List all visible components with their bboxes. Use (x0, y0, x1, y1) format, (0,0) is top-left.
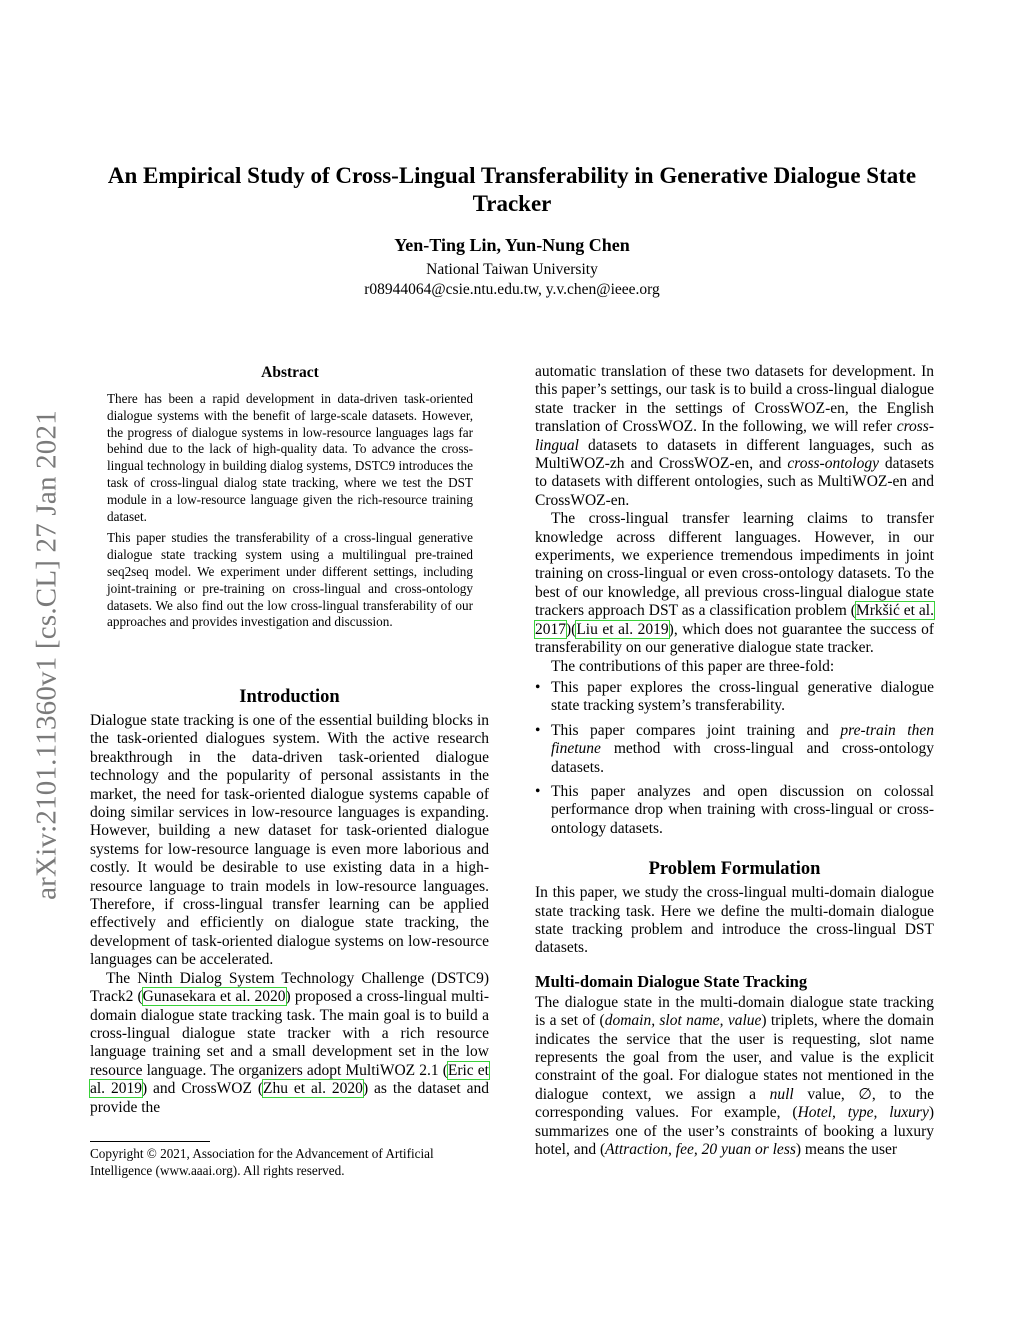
footnote-divider (90, 1141, 210, 1142)
introduction-paragraph-1: Dialogue state tracking is one of the essential building blocks in the task-oriented dialogues system. With the active research breakthrough in the data-driven task-oriented dialogue technology and the popularity of personal assistants in the market, the need for task-oriented dialogue systems capable of doing similar services in low-resource languages is expanding. However, building a new dataset for task-oriented dialogue systems for low-resource language is even more laborious and costly. It would be desirable to use existing data in a high-resource language to train models in low-resource languages. Therefore, if cross-lingual transfer learning can be applied effectively and efficiently on dialogue state tracking, the development of task-oriented dialogue systems on low-resource languages can be accelerated. (90, 712, 489, 969)
emphasis-hotel-example: Hotel, type, luxury (797, 1104, 929, 1122)
abstract-heading: Abstract (261, 364, 319, 381)
text-span: ) proposed a cross-lingual multi-domain dialogue state tracking task. The main goal is to build a cross-lingual dialogue state tracker with a rich resource language training set and a small development set in the low resource language. The organizers adopt MultiWOZ 2.1 ( (90, 988, 489, 1079)
right-column (535, 363, 934, 1159)
affiliation: National Taiwan University (426, 261, 598, 278)
citation-link-eric[interactable]: Eric et al. 2019 (90, 1061, 489, 1098)
introduction-paragraph-2 (90, 970, 489, 1117)
citation-link-liu[interactable]: Liu et al. 2019 (576, 620, 669, 638)
citation-link-zhu[interactable]: Zhu et al. 2020 (263, 1080, 363, 1098)
copyright-footnote (90, 1141, 489, 1179)
abstract-paragraph-1: There has been a rapid development in data-driven task-oriented dialogue systems with the benefit of large-scale datasets. However, the progress of dialogue systems in low-resource languages lags far behind due to the lack of high-quality data. To advance the cross-lingual technology in building dialog systems, DSTC9 introduces the task of cross-lingual dialog state tracking, where we test the DST module in a low-resource language given the rich-resource training dataset. (107, 391, 473, 524)
left-column (90, 686, 489, 1117)
text-span: ), which does not guarantee the success of transferability on our generative dialogue state tracker. (535, 620, 934, 657)
emphasis-attraction-example: Attraction, fee, 20 yuan or less (605, 1141, 796, 1159)
right-paragraph-2 (535, 510, 934, 657)
title-line-2: Tracker (472, 191, 552, 216)
multi-domain-dst-subheading: Multi-domain Dialogue State Tracking (535, 971, 808, 991)
arxiv-identifier: arXiv:2101.11360v1 [cs.CL] 27 Jan 2021 (30, 410, 63, 900)
emphasis-pretrain-finetune: pre-train then finetune (551, 721, 934, 758)
abstract-paragraph-2: This paper studies the transferability of a cross-lingual generative dialogue state tracking system using a multilingual pre-trained seq2seq model. We experiment under different settings, including joint-training or pre-training on cross-lingual and cross-ontology datasets. We also find out the low cross-lingual transferability of our approaches and provides investigation and discussion. (107, 530, 473, 630)
text-span: ) summarizes one of the user’s constraints of booking a luxury hotel, and ( (535, 1104, 935, 1159)
copyright-line-1: Copyright © 2021, Association for the Advancement of Artificial (90, 1146, 434, 1161)
introduction-heading: Introduction (239, 687, 340, 707)
problem-formulation-heading: Problem Formulation (648, 859, 821, 880)
paper-title (90, 162, 934, 218)
text-span: value, ∅, to the corresponding values. For example, ( (535, 1085, 934, 1122)
citation-link-gunasekara[interactable]: Gunasekara et al. 2020 (142, 988, 286, 1006)
text-span: This paper compares joint training and (551, 721, 841, 739)
text-span: ) and CrossWOZ ( (141, 1080, 263, 1098)
contributions-list (535, 679, 934, 838)
section-spacer (535, 844, 934, 858)
abstract-section (107, 364, 473, 636)
contributions-intro: The contributions of this paper are three-fold: (551, 657, 835, 675)
list-item (551, 722, 934, 777)
title-line-1: An Empirical Study of Cross-Lingual Transferability in Generative Dialogue State (107, 163, 917, 188)
text-span: datasets to datasets in different languages, such as MultiWOZ-zh and CrossWOZ-en, and (535, 436, 934, 473)
right-paragraph-1 (535, 363, 934, 510)
text-span: ) means the user (795, 1141, 898, 1159)
text-span: The dialogue state in the multi-domain dialogue state tracking is a set of ( (535, 993, 934, 1030)
problem-formulation-paragraph: In this paper, we study the cross-lingual multi-domain dialogue state tracking task. Here we define the multi-domain dialogue state tracking problem and introduce the cross-lingual DST datasets. (535, 884, 934, 957)
author-emails: r08944064@csie.ntu.edu.tw, y.v.chen@ieee.org (364, 281, 660, 298)
emphasis-cross-ontology: cross-ontology (787, 455, 879, 473)
list-item: • This paper analyzes and open discussion on colossal performance drop when training with cross-lingual or cross-ontology datasets. (551, 783, 934, 838)
list-item: • This paper explores the cross-lingual generative dialogue state tracking system’s transferability. (551, 679, 934, 716)
text-span: )( (566, 620, 577, 638)
arxiv-sidebar (30, 360, 64, 950)
multi-domain-dst-paragraph (535, 994, 934, 1160)
affiliation-block (90, 260, 934, 300)
authors: Yen-Ting Lin, Yun-Nung Chen (394, 235, 630, 255)
citation-link-mrksic[interactable]: Mrkšić et al. 2017 (535, 602, 934, 638)
text-span: ) as the dataset and provide the (90, 1080, 489, 1116)
text-span: method with cross-lingual and cross-ontology datasets. (551, 740, 934, 776)
text-span: The Ninth Dialog System Technology Challenge (DSTC9) Track2 ( (90, 969, 489, 1006)
emphasis-null: null (769, 1085, 794, 1103)
emphasis-cross-lingual: cross-lingual (535, 418, 934, 454)
copyright-line-2: Intelligence (www.aaai.org). All rights reserved. (90, 1162, 345, 1178)
text-span: datasets to datasets with different ontologies, such as MultiWOZ-en and CrossWOZ-en. (535, 455, 934, 509)
text-span: automatic translation of these two datasets for development. In this paper’s settings, our task is to build a cross-lingual dialogue state tracker in the settings of CrossWOZ-en, the English translation of CrossWOZ. In the following, we will refer (535, 363, 934, 436)
text-span: The cross-lingual transfer learning claims to transfer knowledge across different languages. However, in our experiments, we experience tremendous impediments in joint training on cross-lingual or even cross-ontology datasets. To the best of our knowledge, all previous cross-lingual dialogue state trackers approach DST as a classification problem ( (535, 510, 934, 620)
emphasis-triplet: domain, slot name, value (604, 1012, 762, 1030)
text-span: ) triplets, where the domain indicates the service that the user is requesting, slot name represents the goal from the user, and value is the explicit constraint of the goal. For dialogue states not mentioned in the dialogue context, we assign a (535, 1012, 934, 1103)
